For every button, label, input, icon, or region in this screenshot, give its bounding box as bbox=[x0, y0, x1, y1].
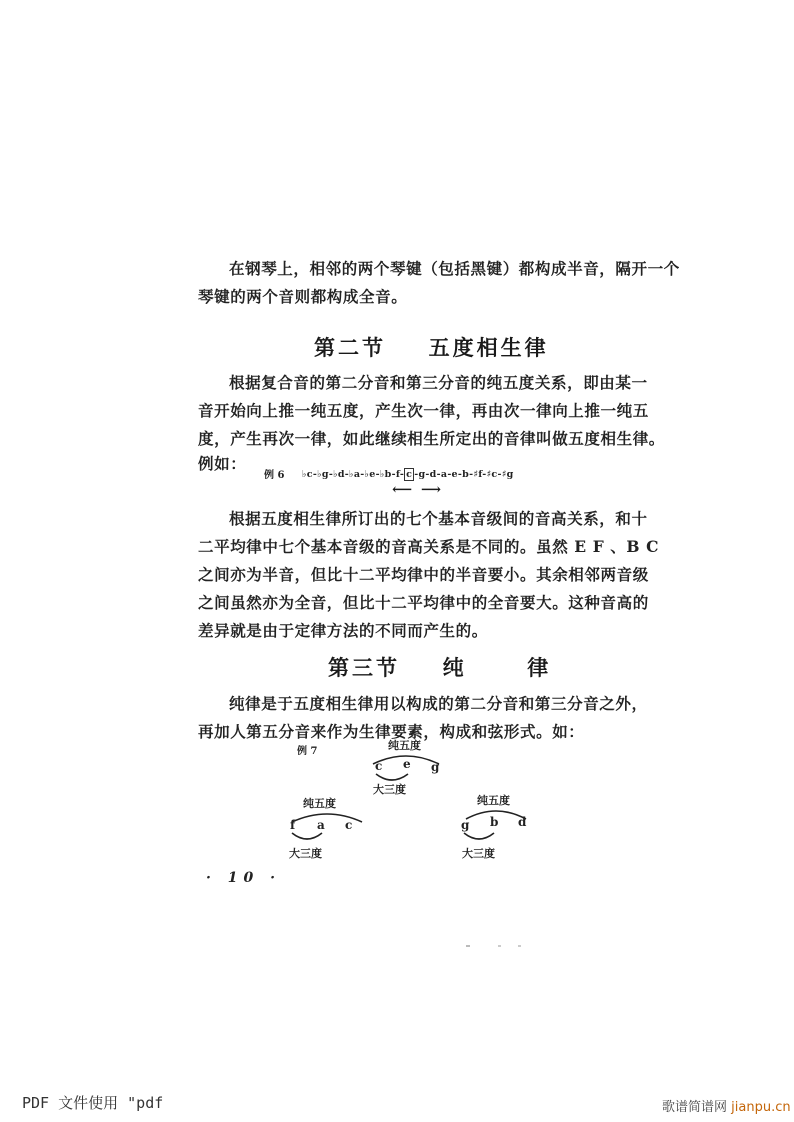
scan-artifact bbox=[498, 945, 501, 947]
sequence-after: -g-d-a-e-b-♯f-♯c-♯g bbox=[414, 469, 514, 480]
section-2-paragraph-1 bbox=[198, 369, 665, 475]
footer-pdf-note: PDF 文件使用 "pdf bbox=[22, 1094, 164, 1112]
section-2-paragraph-2 bbox=[198, 505, 660, 645]
text-line: 例如： bbox=[198, 454, 247, 473]
arrows-icon: ⟵ ⟶ bbox=[392, 482, 444, 498]
section-number: 第二节 bbox=[314, 335, 386, 360]
section-title: 五度相生律 bbox=[428, 335, 549, 360]
note: a bbox=[317, 818, 325, 832]
note: f bbox=[290, 818, 296, 832]
note: d bbox=[518, 815, 527, 829]
section-2-heading bbox=[314, 332, 549, 362]
section-number: 第三节 bbox=[328, 655, 400, 680]
note: e bbox=[403, 757, 411, 771]
note: g bbox=[461, 818, 470, 832]
note: c bbox=[345, 818, 353, 832]
note: g bbox=[431, 760, 440, 774]
major-third-arc-icon bbox=[462, 831, 496, 843]
example-7-label: 例 7 bbox=[297, 746, 318, 757]
text-line: 根据五度相生律所订出的七个基本音级间的音高关系，和十 bbox=[229, 509, 648, 528]
text-line: 音开始向上推一纯五度，产生次一律，再由次一律向上推一纯五 bbox=[198, 401, 649, 420]
page-number: · 10 · bbox=[206, 870, 281, 886]
text-line: 再加人第五分音来作为生律要素，构成和弦形式。如： bbox=[198, 722, 585, 741]
example-6-label: 例 6 bbox=[264, 470, 285, 481]
intro-paragraph bbox=[198, 255, 680, 311]
watermark-site-name: 歌谱简谱网 bbox=[662, 1100, 728, 1115]
major-third-label: 大三度 bbox=[462, 847, 495, 860]
scan-artifact bbox=[518, 945, 521, 947]
text-line: 根据复合音的第二分音和第三分音的纯五度关系，即由某一 bbox=[229, 373, 648, 392]
major-third-label: 大三度 bbox=[289, 847, 322, 860]
text-line: 之间亦为半音，但比十二平均律中的半音要小。其余相邻两音级 bbox=[198, 565, 649, 584]
text-line: 度，产生再次一律，如此继续相生所定出的音律叫做五度相生律。 bbox=[198, 429, 665, 448]
section-3-heading bbox=[328, 652, 551, 682]
note: c bbox=[375, 759, 383, 773]
sequence-center-note: c bbox=[406, 469, 413, 480]
text-line: 二平均律中七个基本音级的音高关系是不同的。虽然 E F 、B C bbox=[198, 537, 660, 556]
text-line: 在钢琴上，相邻的两个琴键（包括黑键）都构成半音，隔开一个 bbox=[229, 259, 680, 278]
perfect-fifth-label: 纯五度 bbox=[477, 794, 510, 807]
perfect-fifth-arc-icon bbox=[290, 810, 364, 824]
major-third-arc-icon bbox=[290, 831, 324, 843]
sequence-before: ♭c-♭g-♭d-♭a-♭e-♭b-f- bbox=[302, 469, 405, 480]
note: b bbox=[490, 815, 499, 829]
footer-watermark bbox=[662, 1096, 791, 1115]
fifths-sequence bbox=[302, 469, 514, 480]
text-line: 琴键的两个音则都构成全音。 bbox=[198, 287, 408, 306]
scan-artifact bbox=[466, 945, 470, 947]
direction-arrows bbox=[392, 482, 443, 498]
watermark-url[interactable]: jianpu.cn bbox=[731, 1100, 791, 1115]
perfect-fifth-label: 纯五度 bbox=[303, 797, 336, 810]
section-title-part-1: 纯 bbox=[442, 655, 467, 680]
text-line: 之间虽然亦为全音，但比十二平均律中的全音要大。这种音高的 bbox=[198, 593, 649, 612]
perfect-fifth-label: 纯五度 bbox=[388, 739, 421, 752]
text-line: 差异就是由于定律方法的不同而产生的。 bbox=[198, 621, 488, 640]
text-line: 纯律是于五度相生律用以构成的第二分音和第三分音之外， bbox=[229, 694, 648, 713]
section-title-part-2: 律 bbox=[527, 655, 552, 680]
major-third-label: 大三度 bbox=[373, 783, 406, 796]
